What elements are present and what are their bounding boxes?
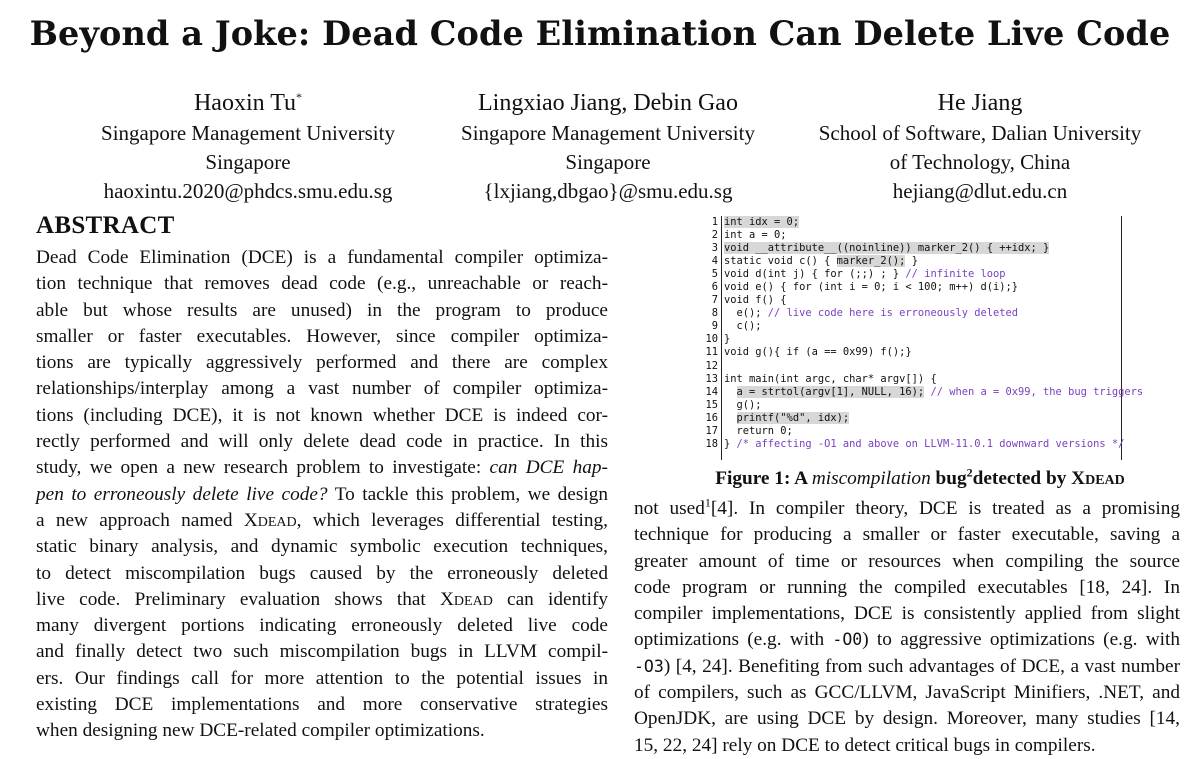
code-line-number: 1 bbox=[711, 216, 718, 228]
abstract-research-question: can DCE hap- bbox=[489, 457, 608, 479]
abstract-text: a new approach named bbox=[36, 509, 244, 531]
compiler-flag: -O0 bbox=[832, 630, 863, 650]
abstract-line: and finally detect two such miscompilation bugs in LLVM compil- bbox=[36, 641, 608, 663]
code-text: void f() { bbox=[724, 294, 787, 307]
code-line-number: 12 bbox=[705, 359, 718, 372]
code-line bbox=[702, 360, 1127, 373]
abstract-line: able but whose results are unused) in the program to produce bbox=[36, 299, 608, 321]
code-comment: /* affecting -O1 and above on LLVM-11.0.1 downward versions */ bbox=[736, 437, 1125, 450]
code-line bbox=[702, 399, 1127, 412]
code-line-number: 13 bbox=[705, 372, 718, 385]
abstract-text: To tackle this problem, we design bbox=[327, 483, 608, 505]
author-affiliation: Singapore Management University bbox=[461, 121, 755, 145]
body-line: -O3) [4, 24]. Benefiting from such advantages of DCE, a vast number bbox=[634, 655, 1180, 677]
code-line-number: 4 bbox=[711, 255, 718, 268]
code-line-number: 9 bbox=[711, 320, 718, 333]
code-line bbox=[702, 307, 1127, 320]
code-line bbox=[702, 333, 1127, 346]
author-block-2 bbox=[408, 87, 808, 206]
code-line bbox=[702, 229, 1127, 242]
code-line bbox=[702, 268, 1127, 281]
abstract-line: tions (including DCE), it is not known whether DCE is indeed cor- bbox=[36, 404, 608, 426]
code-highlight: printf("%d", idx); bbox=[736, 411, 850, 424]
code-line-number: 6 bbox=[711, 281, 718, 294]
code-text: return 0; bbox=[724, 424, 793, 437]
code-line-number: 11 bbox=[705, 346, 718, 359]
author-location: Singapore bbox=[565, 150, 651, 174]
body-line: OpenJDK, are using DCE by design. Moreover, many studies [14, bbox=[634, 708, 1180, 730]
body-line: not used$^1$[4]. In compiler theory, DCE is treated as a promising bbox=[634, 495, 1180, 519]
tool-name: Xdead bbox=[1071, 468, 1125, 489]
abstract-line: smaller or faster executables. However, since compiler optimiza- bbox=[36, 325, 608, 347]
abstract-line: many divergent portions indicating erroneously deleted live code bbox=[36, 615, 608, 637]
author-name: He Jiang bbox=[937, 90, 1023, 116]
footnote-mark: 1 bbox=[704, 495, 711, 510]
code-text: int main(int argc, char* argv[]) { bbox=[724, 372, 937, 385]
tool-name: Xdead bbox=[440, 588, 493, 610]
code-line-number: 18 bbox=[705, 437, 718, 450]
code-comment: // infinite loop bbox=[905, 268, 1006, 281]
code-lines bbox=[702, 216, 1144, 451]
abstract-line bbox=[36, 482, 608, 508]
code-line-number: 16 bbox=[705, 411, 718, 424]
author-block-1 bbox=[38, 87, 458, 206]
author-block-3 bbox=[780, 87, 1180, 206]
author-location: Singapore bbox=[205, 150, 291, 174]
abstract-text: can identify bbox=[492, 588, 609, 610]
body-text-right bbox=[634, 496, 1180, 759]
author-affiliation: School of Software, Dalian University bbox=[818, 121, 1142, 145]
code-text: g(); bbox=[724, 398, 762, 411]
code-line bbox=[702, 242, 1127, 255]
code-line bbox=[702, 438, 1127, 451]
code-line bbox=[702, 255, 1127, 268]
abstract-heading: ABSTRACT bbox=[36, 212, 175, 239]
paper-title: Beyond a Joke: Dead Code Elimination Can Delete Live Code bbox=[29, 14, 1171, 53]
code-line bbox=[702, 281, 1127, 294]
code-line bbox=[702, 373, 1127, 386]
code-line-number: 17 bbox=[705, 424, 718, 437]
code-text: e(); // live code here is erroneously deleted bbox=[724, 307, 1019, 320]
abstract-text: study, we open a new research problem to investigate: bbox=[36, 457, 482, 479]
code-line bbox=[702, 346, 1127, 359]
body-line: greater amount of time or resources when compiling the source bbox=[634, 550, 1180, 572]
body-line: technique for producing a smaller or faster executable, saving a bbox=[634, 524, 1180, 546]
abstract-research-question: pen to erroneously delete live code? bbox=[36, 483, 328, 505]
author-mark: * bbox=[296, 90, 303, 104]
abstract-line: existing DCE implementations and more conservative strategies bbox=[36, 694, 608, 716]
code-highlight: a = strtol(argv[1], NULL, 16); bbox=[736, 385, 925, 398]
abstract-body bbox=[36, 245, 608, 745]
code-comment: // live code here is erroneously deleted bbox=[767, 307, 1019, 320]
author-email: hejiang@dlut.edu.cn bbox=[892, 179, 1068, 203]
code-line-number: 14 bbox=[705, 385, 718, 398]
code-line-number: 7 bbox=[711, 294, 718, 307]
code-line bbox=[702, 320, 1127, 333]
abstract-line: relationships/interplay among a vast number of compiler optimiza- bbox=[36, 378, 608, 400]
code-line bbox=[702, 216, 1127, 229]
code-text: void e() { for (int i = 0; i < 100; m++) d(i);} bbox=[724, 281, 1019, 294]
tool-name: Xdead bbox=[243, 509, 297, 531]
code-text bbox=[724, 386, 1143, 399]
abstract-line: static binary analysis, and dynamic symbolic execution techniques, bbox=[36, 536, 608, 558]
code-line-number: 2 bbox=[711, 229, 718, 242]
body-line: code program or running the compiled executables [18, 24]. In bbox=[634, 576, 1180, 598]
body-line: 15, 22, 24] rely on DCE to detect critical bugs in compilers. bbox=[634, 734, 1096, 756]
author-name: Lingxiao Jiang, Debin Gao bbox=[478, 90, 738, 116]
code-line bbox=[702, 385, 1144, 399]
code-text: void d(int j) { for (;;) ; } // infinite loop bbox=[724, 268, 1006, 281]
code-comment: // when a = 0x99, the bug triggers bbox=[924, 385, 1144, 398]
code-text: c(); bbox=[724, 320, 762, 333]
code-line bbox=[702, 412, 1127, 425]
code-text bbox=[724, 412, 849, 425]
code-highlight: marker_2(); bbox=[836, 255, 906, 268]
abstract-line: tions are typically aggressively performed and there are complex bbox=[36, 352, 608, 374]
abstract-text: live code. Preliminary evaluation shows that bbox=[36, 588, 440, 610]
author-affiliation: Singapore Management University bbox=[101, 121, 395, 145]
abstract-line: to detect miscompilation bugs caused by the erroneously deleted bbox=[36, 562, 608, 584]
code-text: int a = 0; bbox=[724, 229, 787, 242]
figure-caption: Figure 1: A miscompilation bug$^2$detected by Xdead bbox=[715, 465, 1125, 489]
abstract-line bbox=[36, 587, 608, 613]
code-line-number: 5 bbox=[711, 268, 718, 281]
abstract-line bbox=[36, 508, 608, 534]
author-email: {lxjiang,dbgao}@smu.edu.sg bbox=[483, 179, 733, 203]
code-text: void __attribute__((noinline)) marker_2() { ++idx; } bbox=[724, 242, 1050, 255]
body-line: compiler implementations, DCE is consistently applied from slight bbox=[634, 603, 1180, 625]
abstract-line: tion technique that removes dead code (e.g., unreachable or reach- bbox=[36, 273, 608, 295]
code-text: static void c() { marker_2(); } bbox=[724, 255, 918, 268]
abstract-line: ers. Our findings call for more attention to the potential issues in bbox=[36, 667, 608, 689]
body-line: optimizations (e.g. with -O0) to aggressive optimizations (e.g. with bbox=[634, 629, 1181, 651]
code-line bbox=[702, 294, 1127, 307]
abstract-line: Dead Code Elimination (DCE) is a fundamental compiler optimiza- bbox=[36, 247, 608, 268]
code-text: void g(){ if (a == 0x99) f();} bbox=[724, 346, 912, 359]
abstract-line: when designing new DCE-related compiler optimizations. bbox=[36, 720, 485, 742]
abstract-text: , which leverages differential testing, bbox=[296, 509, 608, 531]
abstract-line bbox=[36, 455, 608, 481]
compiler-flag: -O3 bbox=[634, 656, 664, 676]
code-line-number: 8 bbox=[711, 307, 718, 320]
code-listing bbox=[702, 216, 1144, 460]
author-name: Haoxin Tu bbox=[193, 90, 297, 116]
code-text: } /* affecting -O1 and above on LLVM-11.0.1 downward versions */ bbox=[724, 437, 1125, 450]
code-line-number: 3 bbox=[711, 242, 718, 255]
code-text: int idx = 0; bbox=[724, 216, 800, 228]
author-location: of Technology, China bbox=[889, 150, 1071, 174]
code-text: } bbox=[724, 333, 731, 346]
abstract-line: rectly performed and will only delete dead code in practice. In this bbox=[36, 431, 608, 453]
body-line: of compilers, such as GCC/LLVM, JavaScript Minifiers, .NET, and bbox=[634, 682, 1180, 704]
code-line-number: 15 bbox=[705, 398, 718, 411]
code-line bbox=[702, 425, 1127, 438]
code-line-number: 10 bbox=[705, 333, 718, 346]
author-email: haoxintu.2020@phdcs.smu.edu.sg bbox=[103, 179, 393, 203]
